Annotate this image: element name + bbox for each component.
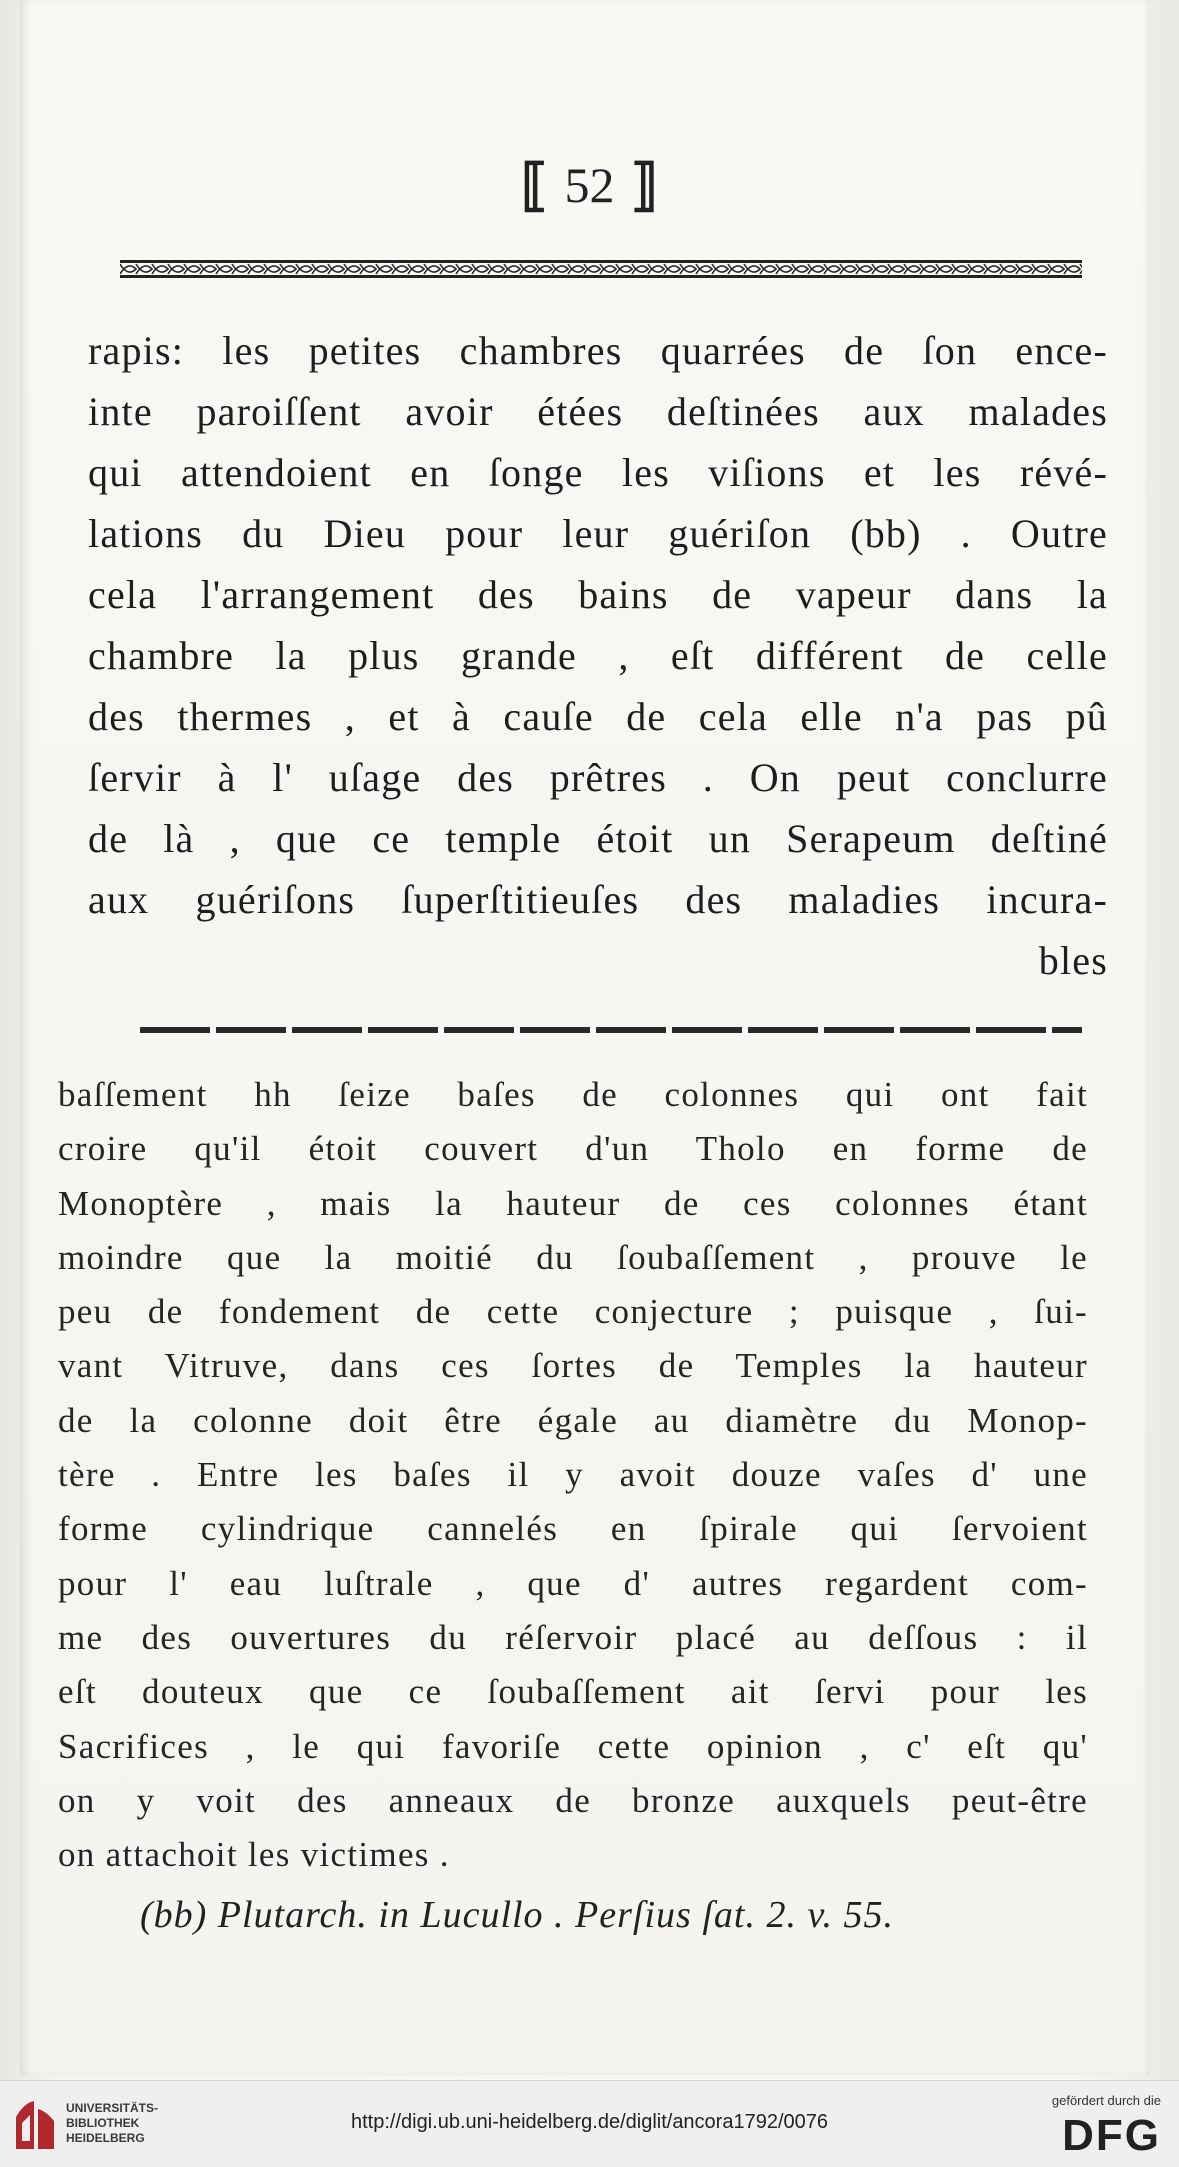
text-line: on attachoit les victimes . [58,1835,450,1875]
text-line: moindre que la moitié du ſoubaſſement , prouve le [58,1237,1088,1277]
text-line: me des ouvertures du réſervoir placé au deſſous : il [58,1617,1088,1657]
library-name-line: HEIDELBERG [66,2131,145,2145]
text-line: cela l'arrangement des bains de vapeur dans la [88,572,1108,617]
text-line: peu de fondement de cette conjecture ; puisque , ſui- [58,1292,1088,1332]
decorative-rope-border [120,259,1082,279]
page-header [0,150,1179,220]
dfg-logo: DFG [1062,2111,1161,2160]
upper-text-block [88,320,1108,991]
text-line: bles [1038,938,1108,983]
text-line: de là , que ce temple étoit un Serapeum deſtiné [88,816,1108,861]
text-line: de la colonne doit être égale au diamètre du Monop- [58,1400,1088,1440]
text-line: lations du Dieu pour leur guériſon (bb) . Outre [88,511,1108,556]
lower-text-block [58,1068,1088,1882]
text-line: aux guériſons ſuperſtitieuſes des maladies incura- [88,877,1108,922]
page-number: 52 [564,157,615,213]
text-line: ſervir à l' uſage des prêtres . On peut conclurre [88,755,1108,800]
text-line: baſſement hh ſeize baſes de colonnes qui ont fait [58,1075,1088,1114]
left-ornamental-bracket: ⟦ [520,152,549,218]
right-ornamental-bracket: ⟧ [630,152,659,218]
text-line: des thermes , et à cauſe de cela elle n'a pas pû [88,694,1108,739]
text-line: vant Vitruve, dans ces ſortes de Temples la hauteur [58,1346,1088,1386]
text-line: forme cylindrique cannelés en ſpirale qui ſervoient [58,1509,1088,1549]
digitization-footer [0,2080,1179,2167]
funding-caption: gefördert durch die [1051,2093,1161,2108]
section-divider-rule [140,1027,1082,1033]
text-line: on y voit des anneaux de bronze auxquels peut-être [58,1780,1088,1820]
text-line: chambre la plus grande , eſt différent de celle [88,633,1108,678]
text-line: eſt douteux que ce ſoubaſſement ait ſervi pour les [58,1672,1088,1712]
text-line: tère . Entre les baſes il y avoit douze vaſes d' une [58,1455,1088,1495]
text-line: pour l' eau luſtrale , que d' autres regardent com- [58,1563,1088,1603]
text-line: croire qu'il étoit couvert d'un Tholo en forme de [58,1129,1088,1169]
text-line: qui attendoient en ſonge les viſions et les révé- [88,450,1108,495]
text-line: inte paroiſſent avoir étées deſtinées aux malades [88,389,1108,434]
library-name-line: UNIVERSITÄTS- [66,2101,159,2115]
text-line: rapis: les petites chambres quarrées de ſon ence- [88,328,1108,373]
library-name-line: BIBLIOTHEK [66,2116,140,2130]
text-line: Sacrifices , le qui favoriſe cette opinion , c' eſt qu' [58,1726,1088,1766]
text-line: Monoptère , mais la hauteur de ces colonnes étant [58,1183,1088,1223]
footnote: (bb) Plutarch. in Lucullo . Perſius ſat. 2. v. 55. [140,1894,894,1936]
source-url-link[interactable]: http://digi.ub.uni-heidelberg.de/diglit/ancora1792/0076 [350,2111,829,2133]
